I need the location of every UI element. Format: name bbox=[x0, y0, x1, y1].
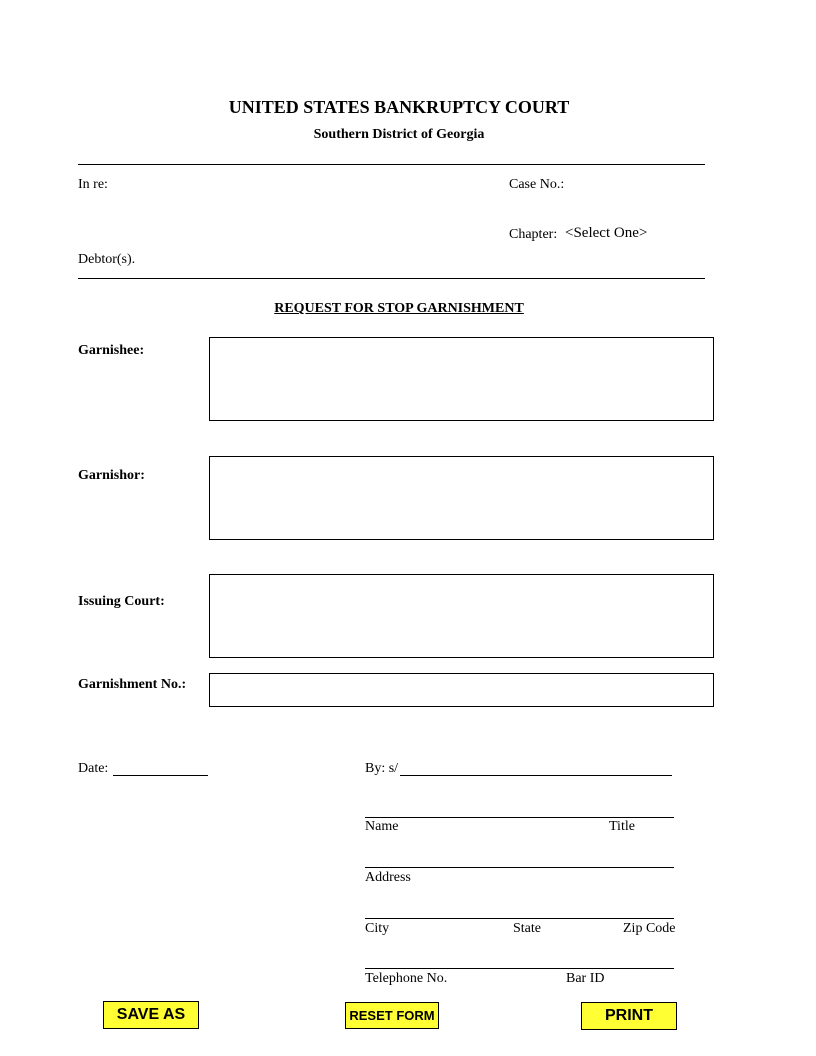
garnishee-label: Garnishee: bbox=[78, 343, 145, 358]
court-title: UNITED STATES BANKRUPTCY COURT bbox=[228, 97, 570, 117]
garnishee-field[interactable] bbox=[209, 337, 714, 421]
city-label: City bbox=[365, 921, 390, 936]
name-title-field[interactable] bbox=[365, 817, 674, 818]
phone-bar-field[interactable] bbox=[365, 968, 674, 969]
case-no-field[interactable] bbox=[572, 174, 705, 194]
chapter-label: Chapter: bbox=[509, 227, 558, 242]
address-label: Address bbox=[365, 870, 411, 885]
telephone-label: Telephone No. bbox=[365, 971, 448, 986]
signature-field[interactable] bbox=[400, 775, 672, 776]
debtor-label: Debtor(s). bbox=[78, 252, 136, 267]
by-label: By: s/ bbox=[365, 761, 399, 776]
garnishment-no-field[interactable] bbox=[209, 673, 714, 707]
print-button[interactable]: PRINT bbox=[581, 1002, 677, 1030]
case-no-label: Case No.: bbox=[509, 177, 565, 192]
issuing-court-field[interactable] bbox=[209, 574, 714, 658]
reset-form-button[interactable]: RESET FORM bbox=[345, 1002, 439, 1029]
date-label: Date: bbox=[78, 761, 109, 776]
bar-id-label: Bar ID bbox=[566, 971, 605, 986]
top-divider bbox=[78, 164, 705, 165]
name-label: Name bbox=[365, 819, 399, 834]
date-field[interactable] bbox=[113, 775, 208, 776]
garnishor-label: Garnishor: bbox=[78, 468, 145, 483]
bottom-divider bbox=[78, 278, 705, 279]
state-label: State bbox=[513, 921, 541, 936]
garnishment-no-label: Garnishment No.: bbox=[78, 677, 187, 692]
zip-label: Zip Code bbox=[623, 921, 676, 936]
chapter-select[interactable]: <Select One> bbox=[565, 225, 648, 241]
district-subtitle: Southern District of Georgia bbox=[313, 127, 485, 142]
garnishor-field[interactable] bbox=[209, 456, 714, 540]
title-label: Title bbox=[609, 819, 635, 834]
issuing-court-label: Issuing Court: bbox=[78, 594, 165, 609]
save-as-button[interactable]: SAVE AS bbox=[103, 1001, 199, 1029]
in-re-label: In re: bbox=[78, 177, 108, 192]
city-state-zip-field[interactable] bbox=[365, 918, 674, 919]
form-title: REQUEST FOR STOP GARNISHMENT bbox=[274, 301, 524, 316]
debtor-name-field[interactable] bbox=[120, 173, 490, 253]
address-field[interactable] bbox=[365, 867, 674, 868]
